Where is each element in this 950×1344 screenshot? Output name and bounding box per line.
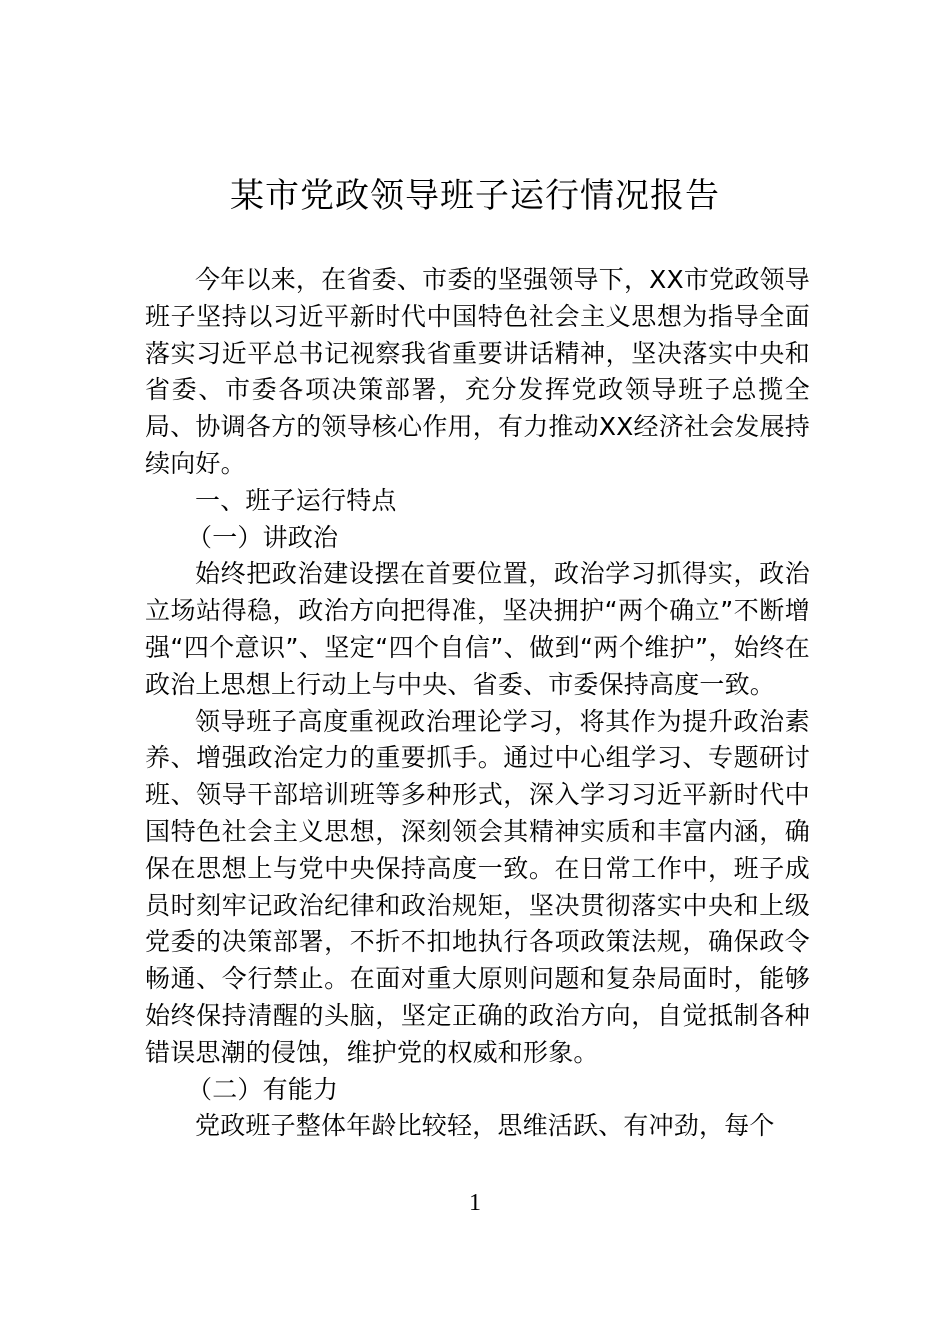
paragraph-politics-1: 始终把政治建设摆在首要位置，政治学习抓得实，政治立场站得稳，政治方向把得准，坚决拥护“两个确立”不断增强“四个意识”、坚定“四个自信”、做到“两个维护”，始终在政治上思想上行动上与中央、省委、市委保持高度一致。 xyxy=(145,559,810,699)
document-body xyxy=(145,262,810,1145)
paragraph-ability-1: 党政班子整体年龄比较轻，思维活跃、有冲劲，每个 xyxy=(195,1111,775,1141)
section-heading-1: 一、班子运行特点 xyxy=(195,485,397,515)
intro-paragraph: 今年以来，在省委、市委的坚强领导下，XX市党政领导班子坚持以习近平新时代中国特色社会主义思想为指导全面落实习近平总书记视察我省重要讲话精神，坚决落实中央和省委、市委各项决策部署，充分发挥党政领导班子总揽全局、协调各方的领导核心作用，有力推动XX经济社会发展持续向好。 xyxy=(145,265,810,478)
document-title: 某市党政领导班子运行情况报告 xyxy=(230,176,720,216)
paragraph-politics-2: 领导班子高度重视政治理论学习，将其作为提升政治素养、增强政治定力的重要抓手。通过中心组学习、专题研讨班、领导干部培训班等多种形式，深入学习习近平新时代中国特色社会主义思想，深刻领会其精神实质和丰富内涵，确保在思想上与党中央保持高度一致。在日常工作中，班子成员时刻牢记政治纪律和政治规矩，坚决贯彻落实中央和上级党委的决策部署，不折不扣地执行各项政策法规，确保政令畅通、令行禁止。在面对重大原则问题和复杂局面时，能够始终保持清醒的头脑，坚定正确的政治方向，自觉抵制各种错误思潮的侵蚀，维护党的权威和形象。 xyxy=(145,706,810,1067)
subsection-heading-1: （一）讲政治 xyxy=(187,522,339,552)
subsection-heading-2: （二）有能力 xyxy=(187,1074,339,1104)
page-number: 1 xyxy=(469,1190,481,1216)
